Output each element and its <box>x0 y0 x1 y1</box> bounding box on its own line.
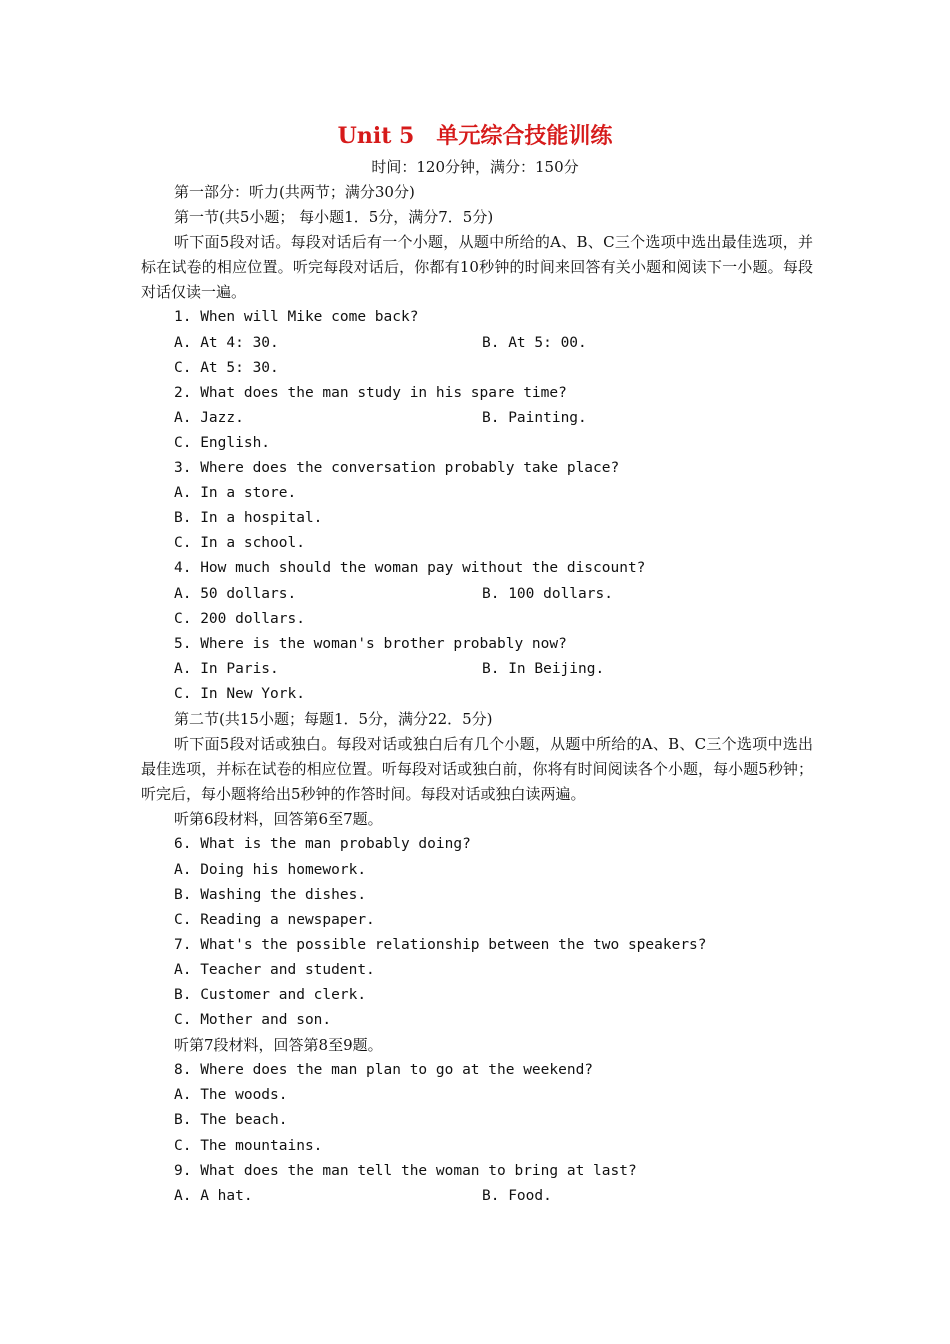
option-a: A. The woods. <box>174 1087 288 1104</box>
option-c: C. In a school. <box>174 535 305 552</box>
exam-time-info: 时间：120分钟，满分：150分 <box>371 158 579 176</box>
question: 1. When will Mike come back? <box>174 309 419 326</box>
option-row <box>141 657 813 682</box>
question: 6. What is the man probably doing? <box>174 836 471 853</box>
option-b: B. Washing the dishes. <box>174 886 367 903</box>
option-a: A. At 4: 30. <box>174 334 279 351</box>
option-a: A. In a store. <box>174 485 297 502</box>
question: 9. What does the man tell the woman to bring at last? <box>174 1162 637 1179</box>
page-title: Unit 5 单元综合技能训练 <box>337 123 613 149</box>
option-c: C. Reading a newspaper. <box>174 911 375 928</box>
option-a: A. A hat. <box>174 1187 253 1204</box>
option-b: B. At 5: 00. <box>482 334 587 351</box>
option-b: B. In Beijing. <box>482 660 605 677</box>
question: 8. Where does the man plan to go at the weekend? <box>174 1062 594 1079</box>
question: 3. Where does the conversation probably take place? <box>174 460 620 477</box>
option-a: A. Jazz. <box>174 409 244 426</box>
option-a: A. In Paris. <box>174 660 279 677</box>
question: 2. What does the man study in his spare time? <box>174 384 567 401</box>
option-c: C. The mountains. <box>174 1137 323 1154</box>
document-body <box>141 180 813 1209</box>
section-heading: 第一节(共5小题； 每小题1．5分，满分7．5分) <box>174 208 494 227</box>
question: 5. Where is the woman's brother probably now? <box>174 635 567 652</box>
option-a: A. Teacher and student. <box>174 961 375 978</box>
option-a: A. 50 dollars. <box>174 585 297 602</box>
option-b: B. Customer and clerk. <box>174 987 367 1003</box>
question: 7. What's the possible relationship between the two speakers? <box>174 936 707 953</box>
option-a: A. Doing his homework. <box>174 861 367 878</box>
material-heading: 听第7段材料，回答第8至9题。 <box>174 1036 383 1055</box>
option-row <box>141 1184 813 1209</box>
option-b: B. In a hospital. <box>174 510 323 527</box>
option-b: B. 100 dollars. <box>482 585 613 602</box>
option-b: B. The beach. <box>174 1112 288 1129</box>
option-c: C. 200 dollars. <box>174 610 305 627</box>
section-heading: 第二节(共15小题；每题1．5分，满分22．5分) <box>174 709 493 728</box>
section-instructions: 听下面5段对话。每段对话后有一个小题，从题中所给的A、B、C三个选项中选出最佳选项，并标在试卷的相应位置。听完每段对话后，你都有10秒钟的时间来回答有关小题和阅读下一小题。每段对话仅读一遍。 <box>141 233 813 302</box>
option-row <box>141 406 813 431</box>
option-b: B. Food. <box>482 1187 552 1204</box>
option-c: C. Mother and son. <box>174 1012 332 1029</box>
question: 4. How much should the woman pay without the discount? <box>174 560 646 577</box>
option-c: C. In New York. <box>174 685 305 702</box>
part-heading: 第一部分：听力(共两节；满分30分) <box>174 183 415 201</box>
option-c: C. English. <box>174 434 271 451</box>
option-b: B. Painting. <box>482 409 587 426</box>
material-heading: 听第6段材料，回答第6至7题。 <box>174 810 383 829</box>
section-instructions: 听下面5段对话或独白。每段对话或独白后有几个小题，从题中所给的A、B、C三个选项中选出最佳选项，并标在试卷的相应位置。听每段对话或独白前，你将有时间阅读各个小题，每小题5秒钟；听完后，每小题将给出5秒钟的作答时间。每段对话或独白读两遍。 <box>141 735 813 804</box>
option-c: C. At 5: 30. <box>174 359 279 376</box>
option-row <box>141 331 813 356</box>
option-row <box>141 582 813 607</box>
